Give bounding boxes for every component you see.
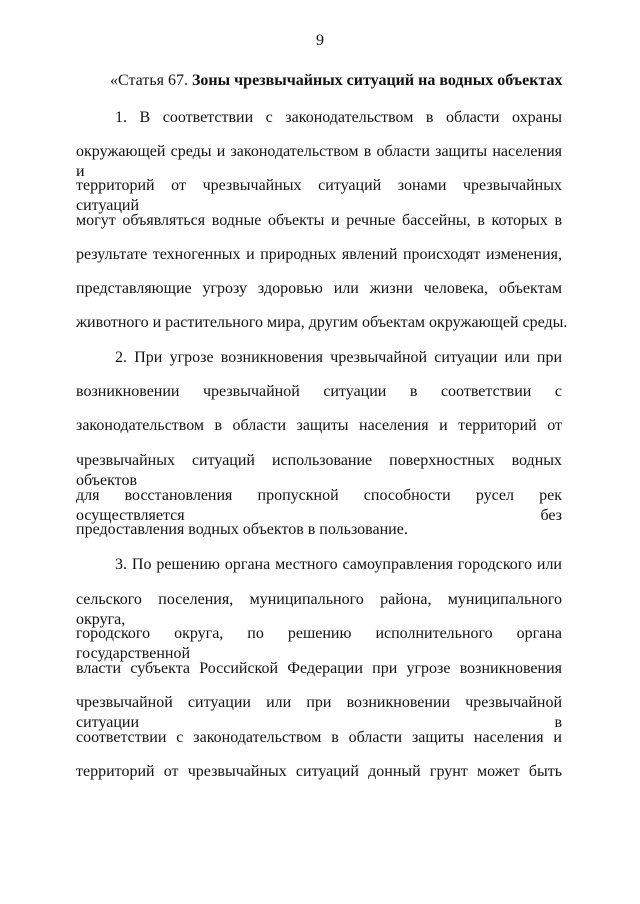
paragraph-line: чрезвычайных ситуаций использование поверхностных водных объектов [76, 452, 562, 489]
paragraph-line: предоставления водных объектов в пользование. [76, 521, 408, 538]
page-number: 9 [316, 32, 324, 49]
paragraph-line: окружающей среды и законодательством в области защиты населения и [76, 143, 562, 180]
paragraph-line: городского округа, по решению исполнительного органа государственной [76, 625, 562, 662]
paragraph-3-first-line: 3. По решению органа местного самоуправления городского или [115, 556, 562, 573]
paragraph-line: сельского поселения, муниципального района, муниципального округа, [76, 591, 562, 628]
article-title: Зоны чрезвычайных ситуаций на водных объектах [191, 72, 563, 89]
paragraph-line: животного и растительного мира, другим объектам окружающей среды. [76, 314, 568, 331]
paragraph-1-first-line: 1. В соответствии с законодательством в области охраны [115, 109, 562, 126]
paragraph-line: представляющие угрозу здоровью или жизни человека, объектам [76, 280, 562, 297]
paragraph-line: территорий от чрезвычайных ситуаций донный грунт может быть [76, 763, 562, 780]
paragraph-line: соответствии с законодательством в области защиты населения и [76, 729, 562, 746]
paragraph-line: для восстановления пропускной способности русел рек осуществляется без [76, 487, 562, 524]
paragraph-line: законодательством в области защиты населения и территорий от [76, 417, 562, 434]
article-heading [110, 72, 563, 90]
paragraph-line: результате техногенных и природных явлений происходят изменения, [76, 246, 562, 263]
paragraph-line: территорий от чрезвычайных ситуаций зонами чрезвычайных ситуаций [76, 177, 562, 214]
paragraph-2-first-line: 2. При угрозе возникновения чрезвычайной ситуации или при [115, 349, 562, 366]
paragraph-line: могут объявляться водные объекты и речные бассейны, в которых в [76, 212, 562, 229]
paragraph-line: возникновении чрезвычайной ситуации в соответствии с [76, 383, 562, 400]
paragraph-line: власти субъекта Российской Федерации при угрозе возникновения [76, 660, 562, 677]
paragraph-line: чрезвычайной ситуации или при возникновении чрезвычайной ситуации в [76, 694, 562, 731]
article-number: «Статья 67. [110, 72, 188, 89]
